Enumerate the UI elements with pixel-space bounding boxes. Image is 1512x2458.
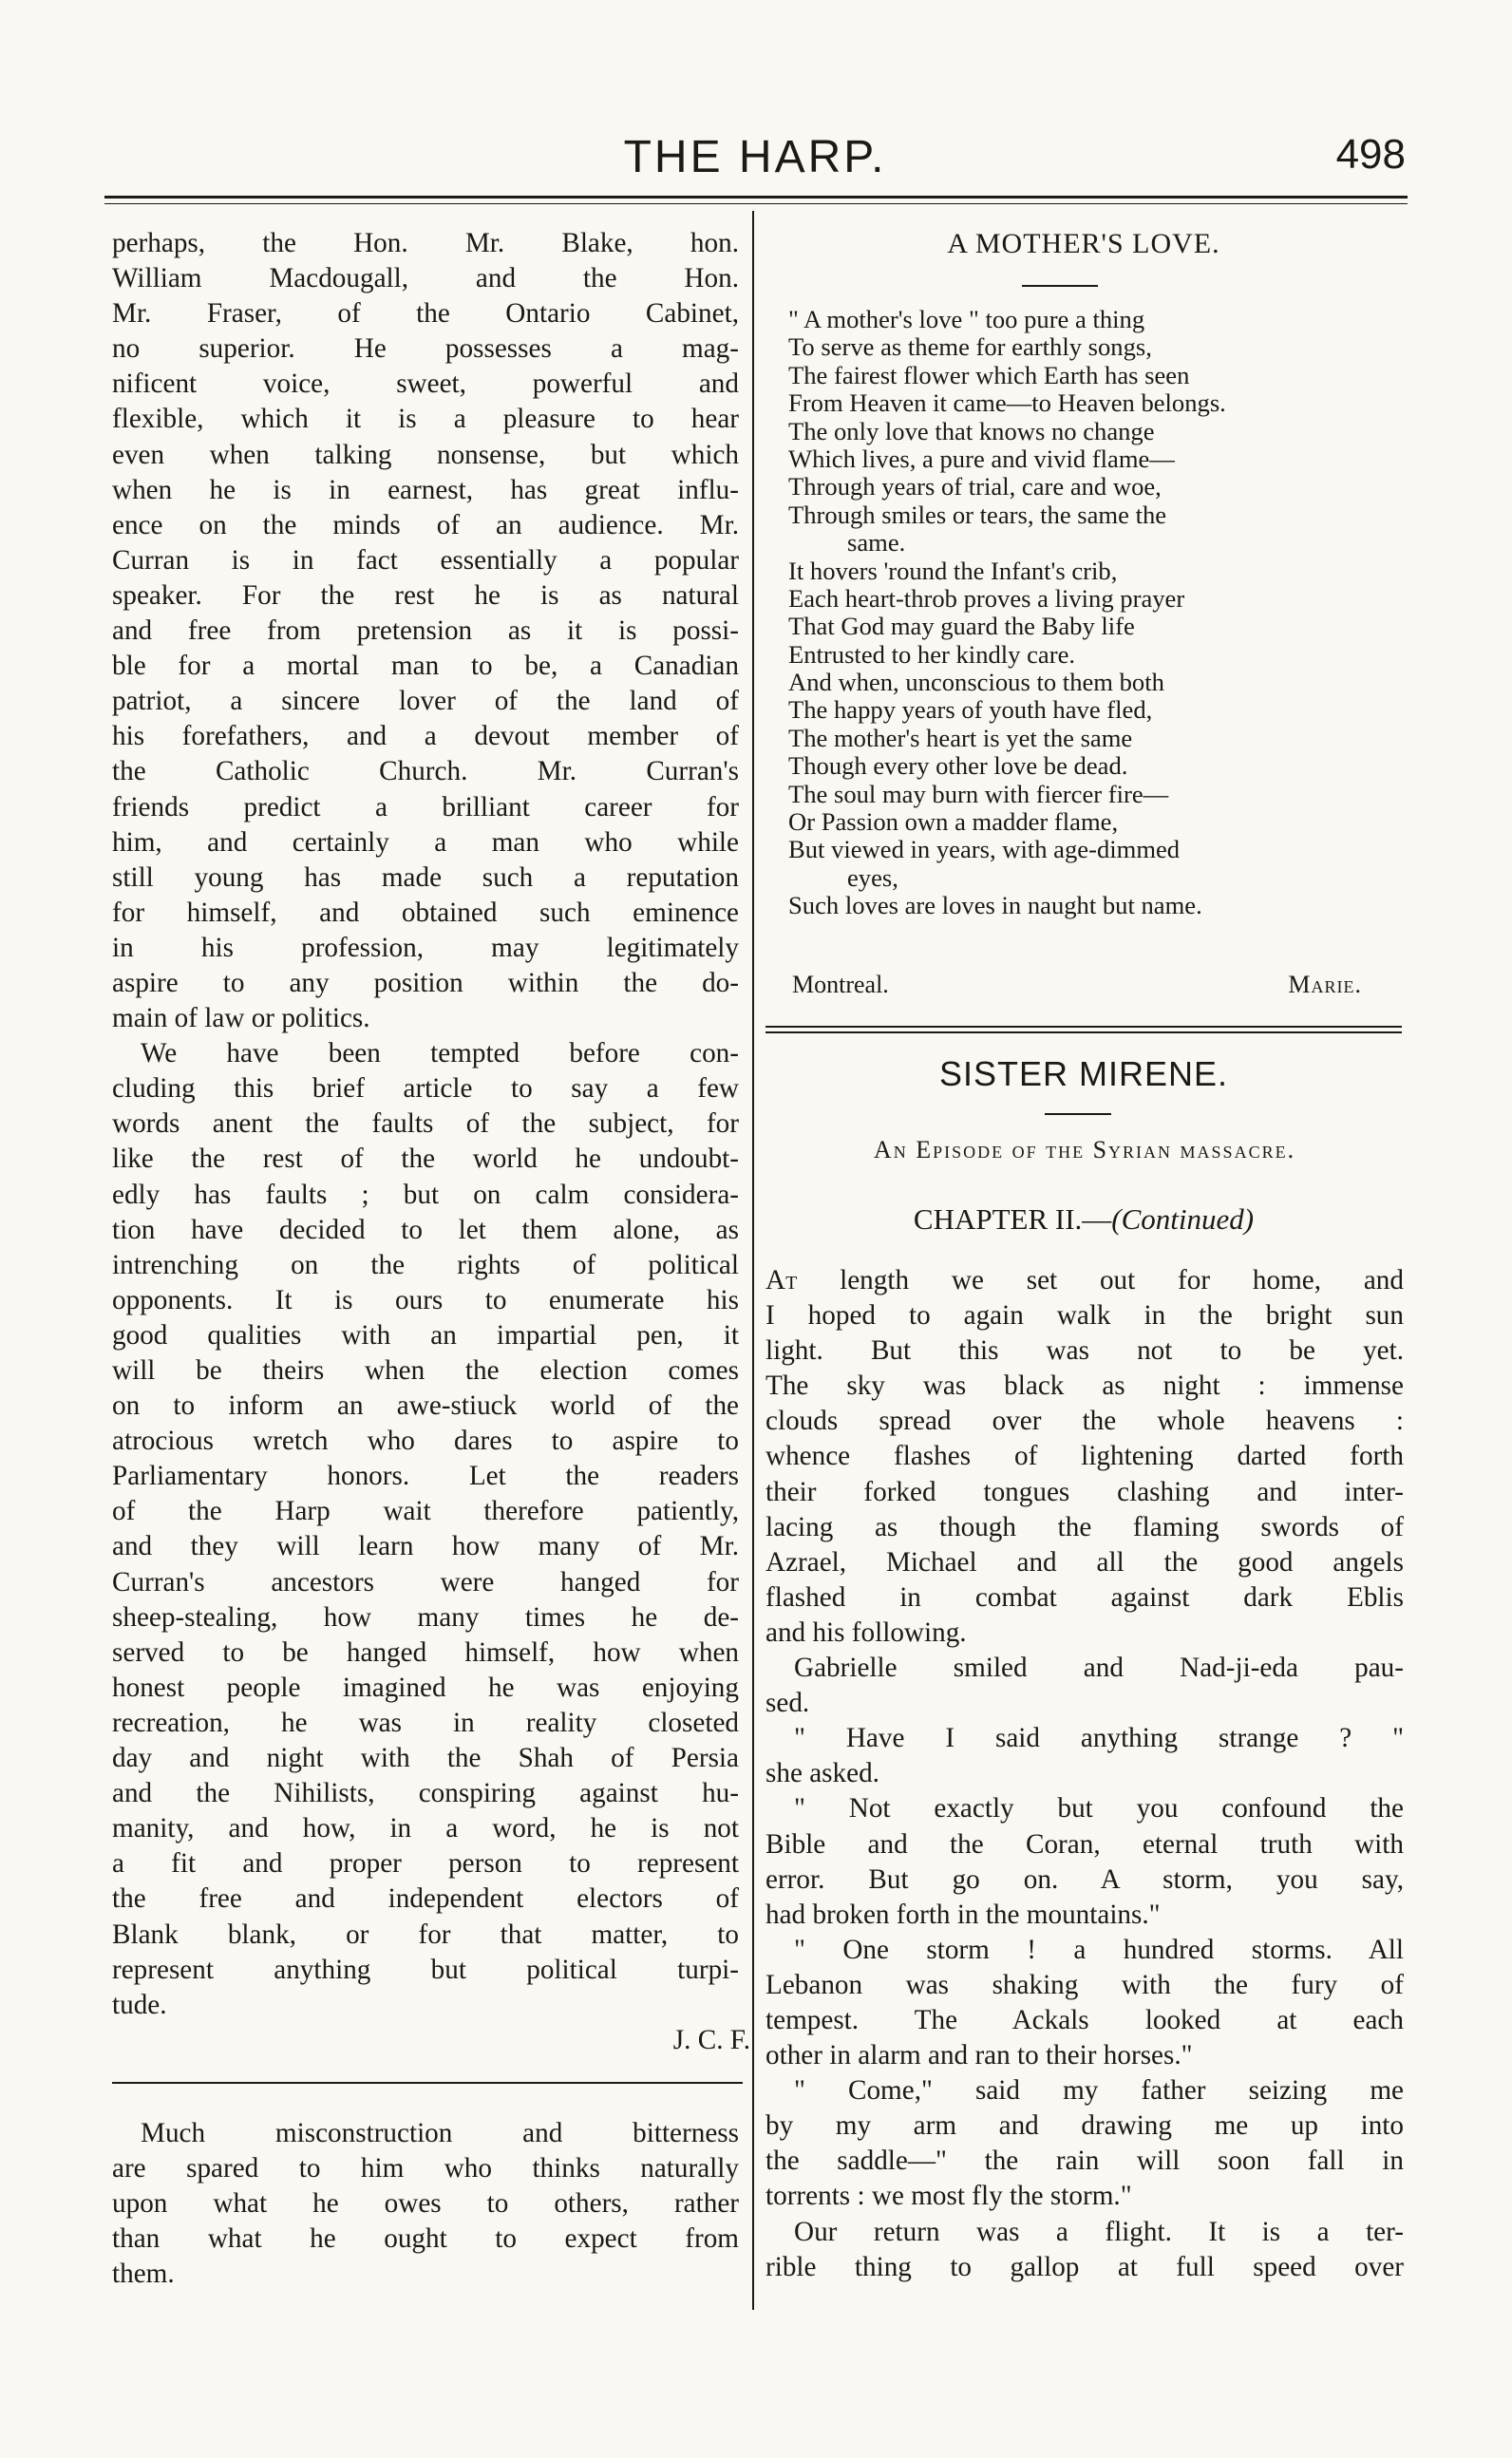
- poem-body: [788, 306, 1396, 920]
- story-line: Bible and the Coran, eternal truth with: [765, 1828, 1404, 1860]
- article-line: Curran is in fact essentially a popular: [112, 544, 739, 576]
- article-line: manity, and how, in a word, he is not: [112, 1813, 739, 1844]
- story-line: their forked tongues clashing and inter-: [765, 1476, 1404, 1507]
- article-line: will be theirs when the election comes: [112, 1355, 739, 1386]
- article-line: and the Nihilists, conspiring against hu-: [112, 1778, 739, 1809]
- article-line: a fit and proper person to represent: [112, 1848, 739, 1880]
- article-line: like the rest of the world he undoubt-: [112, 1144, 739, 1175]
- article-line: his forefathers, and a devout member of: [112, 721, 739, 752]
- article-line: for himself, and obtained such eminence: [112, 897, 739, 928]
- article-line: sheep-stealing, how many times he de-: [112, 1601, 739, 1633]
- article-line: him, and certainly a man who while: [112, 826, 739, 858]
- article-line: honest people imagined he was enjoying: [112, 1672, 739, 1703]
- article-line: cluding this brief article to say a few: [112, 1073, 739, 1105]
- article-line: perhaps, the Hon. Mr. Blake, hon.: [112, 228, 739, 258]
- story-line: Our return was a flight. It is a ter-: [794, 2216, 1404, 2247]
- header-rule: [104, 196, 1408, 199]
- story-line: flashed in combat against dark Eblis: [765, 1581, 1404, 1613]
- poem-title-rule: [1022, 285, 1098, 287]
- article-line: tude.: [112, 1989, 167, 2020]
- chapter-number: CHAPTER II.—: [913, 1202, 1112, 1236]
- article-line: Blank blank, or for that matter, to: [112, 1919, 739, 1950]
- poem-author: Marie.: [1288, 971, 1362, 998]
- article-line: ence on the minds of an audience. Mr.: [112, 509, 739, 540]
- article-line: intrenching on the rights of political: [112, 1249, 739, 1280]
- poem-line: eyes,: [847, 863, 898, 892]
- article-line: main of law or politics.: [112, 1003, 370, 1034]
- story-line: and his following.: [765, 1617, 967, 1648]
- article-line: edly has faults ; but on calm considera-: [112, 1179, 739, 1210]
- poem-line: And when, unconscious to them both: [788, 669, 1164, 697]
- chapter-heading: [760, 1202, 1408, 1237]
- article-line: Curran's ancestors were hanged for: [112, 1566, 739, 1598]
- article-line: patriot, a sincere lover of the land of: [112, 686, 739, 717]
- page-number: 498: [1335, 131, 1406, 178]
- story-line: Gabrielle smiled and Nad-ji-eda pau-: [794, 1653, 1404, 1684]
- story-line: clouds spread over the whole heavens :: [765, 1406, 1404, 1437]
- article-line: and free from pretension as it is possi-: [112, 615, 739, 647]
- article-line: friends predict a brilliant career for: [112, 791, 739, 822]
- story-line: tempest. The Ackals looked at each: [765, 2004, 1404, 2035]
- story-line: [765, 1263, 1404, 1298]
- poem-line: Such loves are loves in naught but name.: [788, 892, 1202, 920]
- article-line: flexible, which it is a pleasure to hear: [112, 404, 739, 435]
- aphorism-paragraph: [112, 2116, 739, 2292]
- story-line: lacing as though the flaming swords of: [765, 1511, 1404, 1542]
- poem-place: Montreal.: [792, 971, 889, 998]
- poem-line: Or Passion own a madder flame,: [788, 808, 1119, 837]
- poem-line: same.: [847, 529, 906, 558]
- story-line: light. But this was not to be yet.: [765, 1335, 1404, 1367]
- aphorism-line: are spared to him who thinks naturally: [112, 2153, 739, 2184]
- story-line: by my arm and drawing me up into: [765, 2110, 1404, 2142]
- story-line: " Have I said anything strange ? ": [794, 1723, 1404, 1754]
- section-rule: [765, 1026, 1402, 1028]
- article-line: speaker. For the rest he is as natural: [112, 579, 739, 611]
- article-line: ble for a mortal man to be, a Canadian: [112, 651, 739, 682]
- poem-line: Through smiles or tears, the same the: [788, 501, 1167, 529]
- page-header: [104, 131, 1406, 188]
- story-line: Azrael, Michael and all the good angels: [765, 1546, 1404, 1578]
- article-line: recreation, he was in reality closeted: [112, 1707, 739, 1738]
- aphorism-line: them.: [112, 2259, 175, 2290]
- poem-line: From Heaven it came—to Heaven belongs.: [788, 389, 1226, 418]
- story-line: whence flashes of lightening darted forth: [765, 1441, 1404, 1472]
- story-line: The sky was black as night : immense: [765, 1371, 1404, 1402]
- article-line: atrocious wretch who dares to aspire to: [112, 1426, 739, 1457]
- article-line: Parliamentary honors. Let the readers: [112, 1461, 739, 1492]
- poem-line: Though every other love be dead.: [788, 752, 1128, 781]
- drop-word: At: [765, 1265, 798, 1295]
- article-line: tion have decided to let them alone, as: [112, 1214, 739, 1245]
- poem-line: The happy years of youth have fled,: [788, 696, 1153, 725]
- article-line: served to be hanged himself, how when: [112, 1636, 739, 1668]
- poem-line: The mother's heart is yet the same: [788, 724, 1133, 752]
- article-line: opponents. It is ours to enumerate his: [112, 1284, 739, 1315]
- poem-line: " A mother's love " too pure a thing: [788, 306, 1145, 333]
- poem-line: The soul may burn with fiercer fire—: [788, 780, 1169, 808]
- story-line: " Not exactly but you confound the: [794, 1793, 1404, 1825]
- poem-line: But viewed in years, with age-dimmed: [788, 836, 1181, 864]
- story-line: Lebanon was shaking with the fury of: [765, 1969, 1404, 2000]
- poem-line: Through years of trial, care and woe,: [788, 473, 1162, 501]
- story-line: had broken forth in the mountains.": [765, 1899, 1161, 1930]
- article-line: no superior. He possesses a mag-: [112, 333, 739, 365]
- story-line: the saddle—" the rain will soon fall in: [765, 2146, 1404, 2177]
- poem-line: To serve as theme for earthly songs,: [788, 333, 1152, 362]
- aphorism-line: than what he ought to expect from: [112, 2223, 739, 2255]
- story-line: I hoped to again walk in the bright sun: [765, 1300, 1404, 1332]
- story-line: error. But go on. A storm, you say,: [765, 1863, 1404, 1895]
- chapter-continued: (Continued): [1111, 1202, 1255, 1236]
- story-line: sed.: [765, 1688, 810, 1719]
- story-line: other in alarm and ran to their horses.": [765, 2040, 1193, 2071]
- article-line: the Catholic Church. Mr. Curran's: [112, 756, 739, 787]
- poem-line: Which lives, a pure and vivid flame—: [788, 444, 1175, 473]
- story-line: rible thing to gallop at full speed over: [765, 2251, 1404, 2282]
- poem-line: Entrusted to her kindly care.: [788, 640, 1076, 669]
- article-separator: [112, 2082, 743, 2084]
- running-title: THE HARP.: [623, 132, 887, 182]
- article-signature: J. C. F.: [672, 2024, 750, 2055]
- article-line: still young has made such a reputation: [112, 861, 739, 893]
- aphorism-line: upon what he owes to others, rather: [112, 2188, 739, 2220]
- story-title: SISTER MIRENE.: [938, 1054, 1229, 1093]
- poem-title: A MOTHER'S LOVE.: [947, 228, 1220, 259]
- article-line: William Macdougall, and the Hon.: [112, 263, 739, 294]
- story-subtitle: An Episode of the Syrian massacre.: [873, 1136, 1296, 1163]
- article-line: words anent the faults of the subject, for: [112, 1108, 739, 1140]
- story-line: torrents : we most fly the storm.": [765, 2181, 1132, 2212]
- story-title-rule: [1045, 1113, 1111, 1115]
- article-line: and they will learn how many of Mr.: [112, 1531, 739, 1562]
- article-line: Mr. Fraser, of the Ontario Cabinet,: [112, 298, 739, 330]
- poem-line: It hovers 'round the Infant's crib,: [788, 557, 1118, 585]
- article-line: good qualities with an impartial pen, it: [112, 1319, 739, 1351]
- article-line: even when talking nonsense, but which: [112, 439, 739, 470]
- article-line: day and night with the Shah of Persia: [112, 1743, 739, 1774]
- story-body: [765, 1263, 1404, 2285]
- article-line: the free and independent electors of: [112, 1883, 739, 1915]
- story-line: she asked.: [765, 1758, 879, 1789]
- header-rule-thin: [104, 203, 1408, 204]
- aphorism-line: Much misconstruction and bitterness: [141, 2118, 739, 2148]
- story-line: " One storm ! a hundred storms. All: [794, 1934, 1404, 1965]
- story-line-text: length we set out for home, and: [797, 1265, 1404, 1295]
- article-line: in his profession, may legitimately: [112, 932, 739, 963]
- section-rule-thin: [765, 1031, 1402, 1033]
- poem-line: The only love that knows no change: [788, 417, 1155, 445]
- article-line: of the Harp wait therefore patiently,: [112, 1496, 739, 1527]
- column-divider: [752, 211, 754, 2310]
- article-line: when he is in earnest, has great influ-: [112, 474, 739, 505]
- story-line: " Come," said my father seizing me: [794, 2075, 1404, 2107]
- article-line: represent anything but political turpi-: [112, 1954, 739, 1985]
- article-line: We have been tempted before con-: [141, 1038, 739, 1069]
- article-line: aspire to any position within the do-: [112, 967, 739, 998]
- left-column-article: [112, 226, 750, 2058]
- article-line: on to inform an awe-stiuck world of the: [112, 1390, 739, 1422]
- article-line: nificent voice, sweet, powerful and: [112, 369, 739, 400]
- poem-line: That God may guard the Baby life: [788, 613, 1135, 641]
- poem-line: Each heart-throb proves a living prayer: [788, 584, 1185, 613]
- poem-line: The fairest flower which Earth has seen: [788, 361, 1190, 389]
